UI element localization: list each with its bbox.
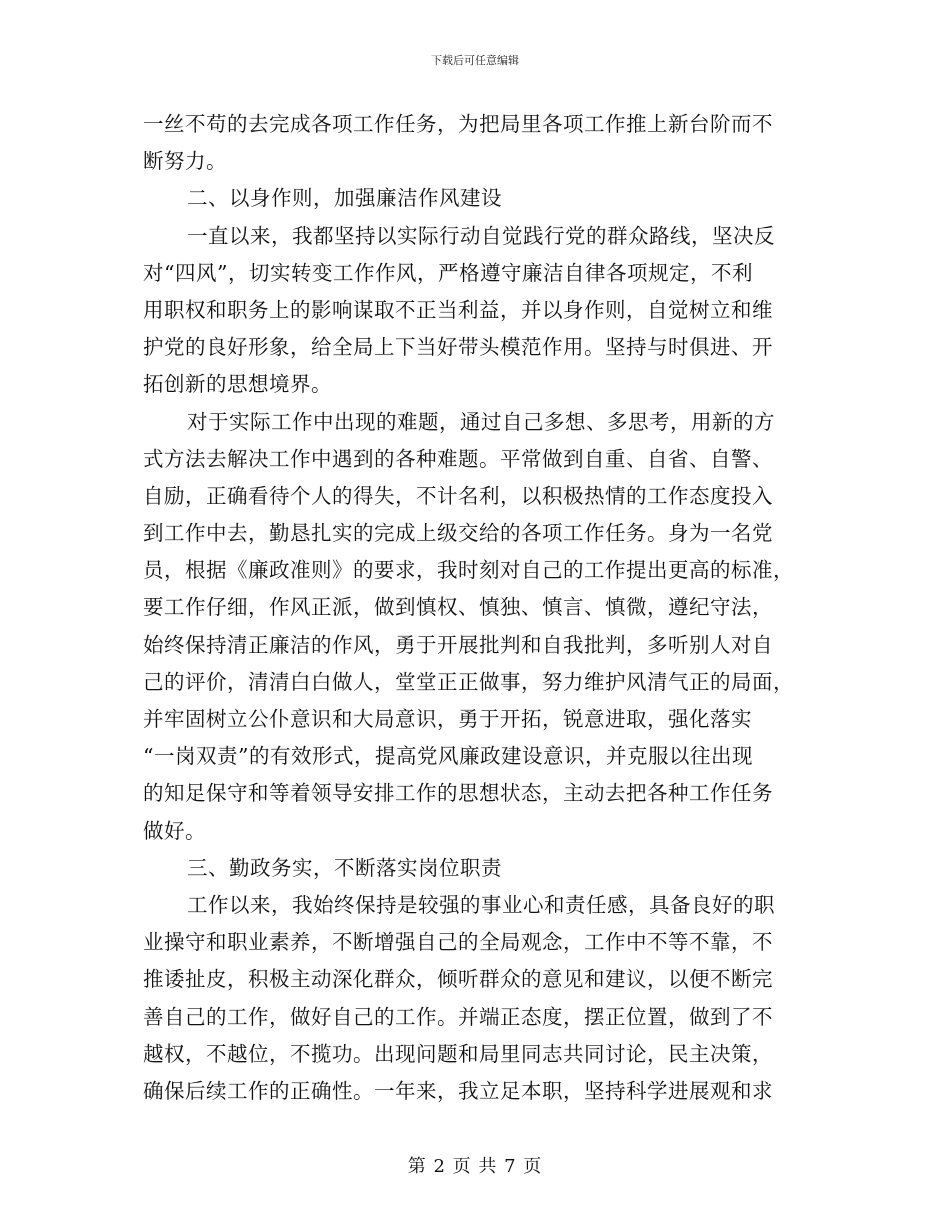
- text-line: 越权，不越位，不揽功。出现问题和局里同志共同讨论，民主决策，: [143, 1041, 773, 1066]
- text-line: “一岗双责”的有效形式，提高党风廉政建设意识，并克服以往出现: [143, 744, 753, 769]
- text-line: 工作以来，我始终保持是较强的事业心和责任感，具备良好的职: [187, 892, 775, 917]
- text-line: 用职权和职务上的影响谋取不正当利益，并以身作则，自觉树立和维: [143, 297, 773, 322]
- text-line: 做好。: [143, 818, 206, 843]
- text-line: 到工作中去，勤恳扎实的完成上级交给的各项工作任务。身为一名党: [143, 521, 773, 546]
- text-line: 业操守和职业素养，不断增强自己的全局观念，工作中不等不靠，不: [143, 930, 773, 955]
- text-line: 断努力。: [143, 149, 227, 174]
- text-line: 要工作仔细，作风正派，做到慎权、慎独、慎言、慎微，遵纪守法，: [143, 595, 773, 620]
- text-line: 并牢固树立公仆意识和大局意识，勇于开拓，锐意进取，强化落实: [143, 707, 752, 731]
- text-line: 自励，正确看待个人的得失，不计名利，以积极热情的工作态度投入: [143, 483, 773, 508]
- page-header-note: 下载后可任意编辑: [431, 54, 519, 67]
- text-line: 始终保持清正廉洁的作风，勇于开展批判和自我批判，多听别人对自: [143, 632, 773, 657]
- text-line: 对“四风”，切实转变工作作风，严格遵守廉洁自律各项规定，不利: [143, 260, 753, 285]
- section-heading: 三、勤政务实，不断落实岗位职责: [187, 855, 502, 880]
- text-line: 对于实际工作中出现的难题，通过自己多想、多思考，用新的方: [187, 409, 775, 434]
- document-body: [143, 106, 809, 1110]
- text-line: 拓创新的思想境界。: [143, 372, 332, 397]
- section-heading: 二、以身作则，加强廉洁作风建设: [187, 186, 502, 211]
- text-line: 确保后续工作的正确性。一年来，我立足本职，坚持科学进展观和求: [143, 1078, 773, 1103]
- text-line: 一直以来，我都坚持以实际行动自觉践行党的群众路线，坚决反: [187, 223, 775, 248]
- text-line: 己的评价，清清白白做人，堂堂正正做事，努力维护风清气正的局面，: [143, 669, 794, 694]
- page-number-footer: 第 2 页 共 7 页: [407, 1156, 543, 1177]
- text-line: 善自己的工作，做好自己的工作。并端正态度，摆正位置，做到了不: [143, 1004, 773, 1029]
- text-line: 的知足保守和等着领导安排工作的思想状态，主动去把各种工作任务: [143, 781, 773, 806]
- text-line: 护党的良好形象，给全局上下当好带头模范作用。坚持与时俱进、开: [143, 335, 773, 360]
- text-line: 式方法去解决工作中遇到的各种难题。平常做到自重、自省、自警、: [143, 446, 773, 471]
- text-line: 员，根据《廉政准则》的要求，我时刻对自己的工作提出更高的标准，: [143, 558, 794, 583]
- text-line: 推诿扯皮，积极主动深化群众，倾听群众的意见和建议，以便不断完: [143, 967, 773, 992]
- text-line: 一丝不苟的去完成各项工作任务，为把局里各项工作推上新台阶而不: [143, 112, 773, 136]
